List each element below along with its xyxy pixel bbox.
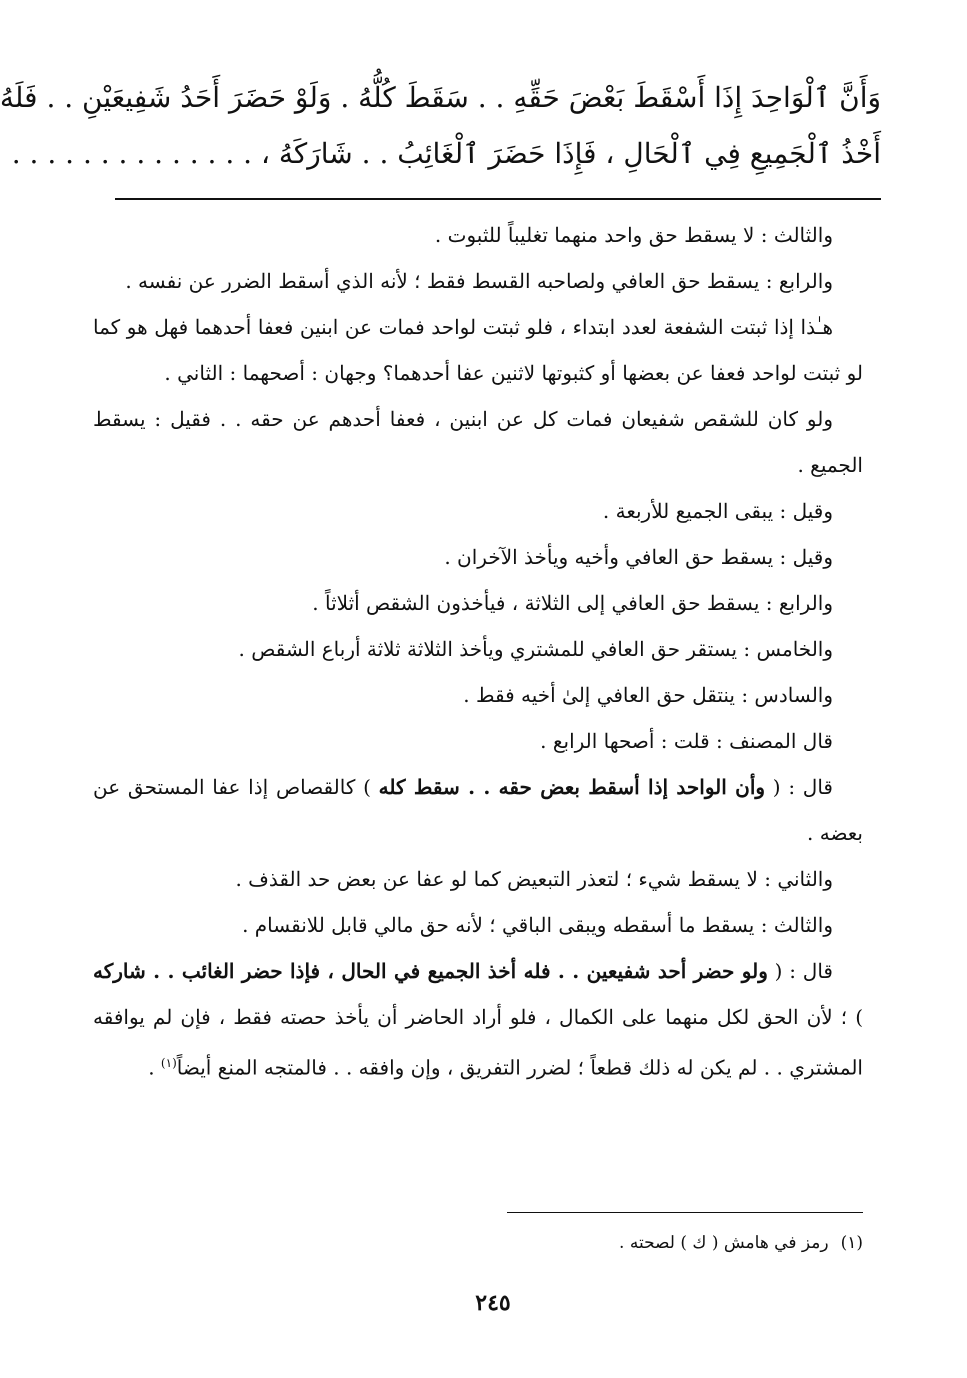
paragraph-text: والرابع : يسقط حق العافي إلى الثلاثة ، فيأخذون الشقص أثلاثاً . bbox=[312, 591, 833, 615]
footnote-text: رمز في هامش ( ك ) لصحته . bbox=[619, 1233, 829, 1253]
commentary-paragraph bbox=[93, 764, 863, 856]
header-divider bbox=[115, 198, 881, 200]
commentary-paragraph bbox=[93, 672, 863, 718]
quoted-main-text: ولو حضر أحد شفيعين . . فله أخذ الجميع في الحال ، فإذا حضر الغائب . . شاركه bbox=[93, 959, 768, 983]
main-text-line-2: أَخْذُ ٱلْجَمِيعِ فِي ٱلْحَالِ ، فَإِذَا حَضَرَ ٱلْغَائِبُ . . شَارَكَهُ ، . . . . . . . . . . . . . . bbox=[11, 137, 881, 170]
paragraph-text: . bbox=[148, 1055, 161, 1080]
commentary-paragraph bbox=[93, 488, 863, 534]
commentary-paragraph bbox=[93, 212, 863, 258]
paragraph-text: والرابع : يسقط حق العافي ولصاحبه القسط فقط ؛ لأنه الذي أسقط الضرر عن نفسه . bbox=[125, 269, 833, 293]
paragraph-text: قال : ( bbox=[765, 775, 833, 799]
commentary-paragraph bbox=[93, 258, 863, 304]
paragraph-text: والثاني : لا يسقط شيء ؛ لتعذر التبعيض كما لو عفا عن بعض حد القذف . bbox=[235, 867, 833, 891]
paragraph-text: والسادس : ينتقل حق العافي إلىٰ أخيه فقط . bbox=[463, 683, 833, 707]
paragraph-text: قال المصنف : قلت : أصحها الرابع . bbox=[540, 729, 833, 753]
commentary-paragraph bbox=[93, 948, 863, 1091]
paragraph-text: ولو كان للشقص شفيعان فمات كل عن ابنين ، فعفا أحدهم عن حقه . . فقيل : يسقط الجميع . bbox=[93, 407, 863, 477]
main-text-block bbox=[0, 70, 881, 182]
commentary-paragraph bbox=[93, 718, 863, 764]
paragraph-text: وقيل : يبقى الجميع للأربعة . bbox=[602, 499, 833, 523]
commentary-paragraph bbox=[93, 856, 863, 902]
footnote-divider bbox=[507, 1212, 863, 1213]
footnote-number: (١) bbox=[840, 1233, 863, 1253]
commentary-paragraph bbox=[93, 580, 863, 626]
paragraph-text: هـٰذا إذا ثبتت الشفعة لعدد ابتداء ، فلو ثبتت لواحد فمات عن ابنين فعفا أحدهما فهل هو كما لو ثبتت لواحد فعفا عن بعضها أو كثبوتها لاثنين عفا أحدهما؟ وجهان : أصحهما : الثاني . bbox=[93, 315, 863, 385]
commentary-paragraph bbox=[93, 304, 863, 396]
commentary-paragraph bbox=[93, 902, 863, 948]
quoted-main-text: وأن الواحد إذا أسقط بعض حقه . . سقط كله bbox=[378, 775, 766, 799]
paragraph-text: والثالث : يسقط ما أسقطه ويبقى الباقي ؛ لأنه حق مالي قابل للانقسام . bbox=[242, 913, 833, 937]
commentary-paragraph bbox=[93, 396, 863, 488]
paragraph-text: والثالث : لا يسقط حق واحد منهما تغليباً للثبوت . bbox=[434, 223, 833, 247]
footnote bbox=[123, 1228, 863, 1258]
commentary-block bbox=[93, 212, 863, 1091]
paragraph-text: والخامس : يستقر حق العافي للمشتري ويأخذ الثلاثة ثلاثة أرباع الشقص . bbox=[238, 637, 833, 661]
commentary-paragraph bbox=[93, 534, 863, 580]
paragraph-text: ) كالقصاص إذا عفا المستحق عن بعضه . bbox=[93, 775, 863, 845]
footnote-marker[interactable]: (١) bbox=[160, 1056, 177, 1070]
paragraph-text: قال : ( bbox=[767, 959, 833, 983]
paragraph-text: وقيل : يسقط حق العافي وأخيه ويأخذ الآخران . bbox=[444, 545, 833, 569]
main-text-line-1: وَأَنَّ ٱلْوَاحِدَ إِذَا أَسْقَطَ بَعْضَ حَقِّهِ . . سَقَطَ كُلُّهُ . وَلَوْ حَضَرَ أَحَدُ شَفِيعَيْنِ . . فَلَهُ bbox=[0, 81, 881, 114]
page-number: ٢٤٥ bbox=[475, 1290, 511, 1316]
commentary-paragraph bbox=[93, 626, 863, 672]
paragraph-text: ) ؛ لأن الحق لكل منهما على الكمال ، فلو أراد الحاضر أن يأخذ حصته فقط ، فإن لم يوافقه المشتري . . لم يكن له ذلك قطعاً ؛ لضرر التفريق ، وإن وافقه . . فالمتجه المنع أيضاً bbox=[93, 1005, 863, 1080]
